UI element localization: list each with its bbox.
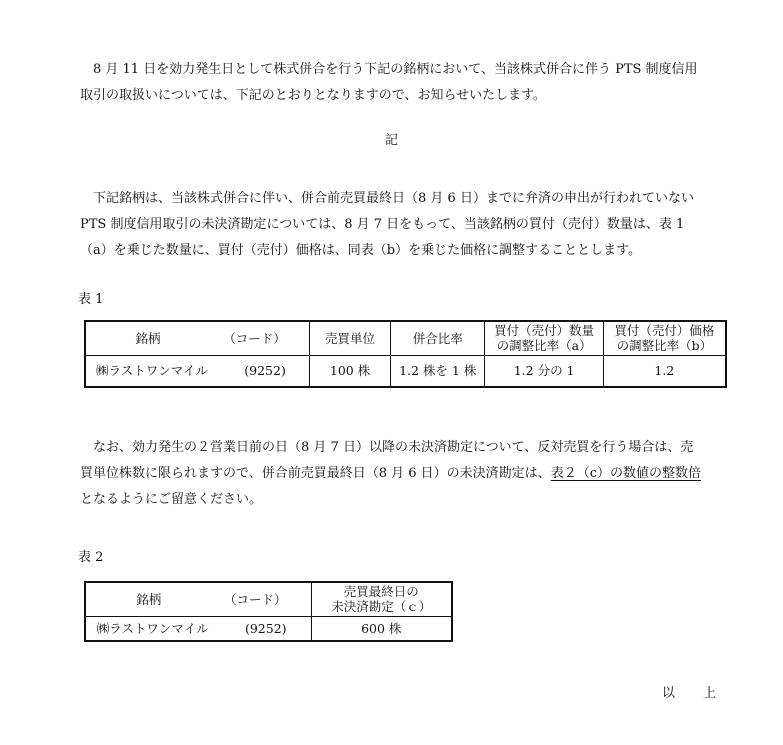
table2-cell-final: 600 株	[311, 616, 452, 641]
table1-header-qty: 買付（売付）数量 の調整比率（a）	[485, 321, 603, 355]
body-paragraph-1: 下記銘柄は、当該株式併合に伴い、併合前売買最終日（8 月 6 日）までに弁済の申出が行われていない PTS 制度信用取引の未決済勘定については、8 月 7 日をもって、当該銘柄の買付（売付）数量は、表 1（a）を乗じた数量に、買付（売付）価格は、同表（b）を乗じた価格に調整することとします。	[80, 191, 694, 258]
ki-heading: 記	[384, 133, 398, 148]
table1-header-price: 買付（売付）価格 の調整比率（b）	[603, 321, 726, 355]
table2-header-final: 売買最終日の 未決済勘定（ｃ）	[311, 582, 452, 616]
closing-mark: 以上	[662, 686, 745, 701]
table1-cell-ratio: 1.2 株を 1 株	[390, 355, 485, 387]
table1-cell-unit: 100 株	[310, 355, 391, 387]
table1-cell-qty: 1.2 分の 1	[485, 355, 603, 387]
table2-label: 表 2	[78, 550, 104, 565]
body-paragraph-2: なお、効力発生の２営業日前の日（8 月 7 日）以降の未決済勘定について、反対売買を行う場合は、売買単位株数に限られますので、併合前売買最終日（8 月 6 日）の未決済勘定は、表２（c）の数値の整数倍となるようにご留意ください。	[80, 440, 701, 507]
table2-header-row	[85, 582, 452, 616]
table1-cell-stock: ㈱ラストワンマイル (9252)	[85, 355, 310, 387]
table1-label: 表 1	[78, 292, 104, 307]
table2-row	[85, 616, 452, 641]
table1-header-ratio: 併合比率	[390, 321, 485, 355]
table2-cell-stock: ㈱ラストワンマイル (9252)	[85, 616, 311, 641]
table2	[84, 581, 453, 642]
table1	[84, 320, 727, 388]
table1-row	[85, 355, 726, 387]
table1-header-unit: 売買単位	[310, 321, 391, 355]
table1-cell-price: 1.2	[603, 355, 726, 387]
table1-header-stock: 銘柄 （コード）	[85, 321, 310, 355]
table1-header-row	[85, 321, 726, 355]
table2-header-stock: 銘柄 （コード）	[85, 582, 311, 616]
intro-paragraph: 8 月 11 日を効力発生日として株式併合を行う下記の銘柄において、当該株式併合に伴う PTS 制度信用取引の取扱いについては、下記のとおりとなりますので、お知らせいたします。	[80, 62, 698, 103]
underlined-note: 表２（c）の数値の整数倍	[550, 466, 701, 481]
